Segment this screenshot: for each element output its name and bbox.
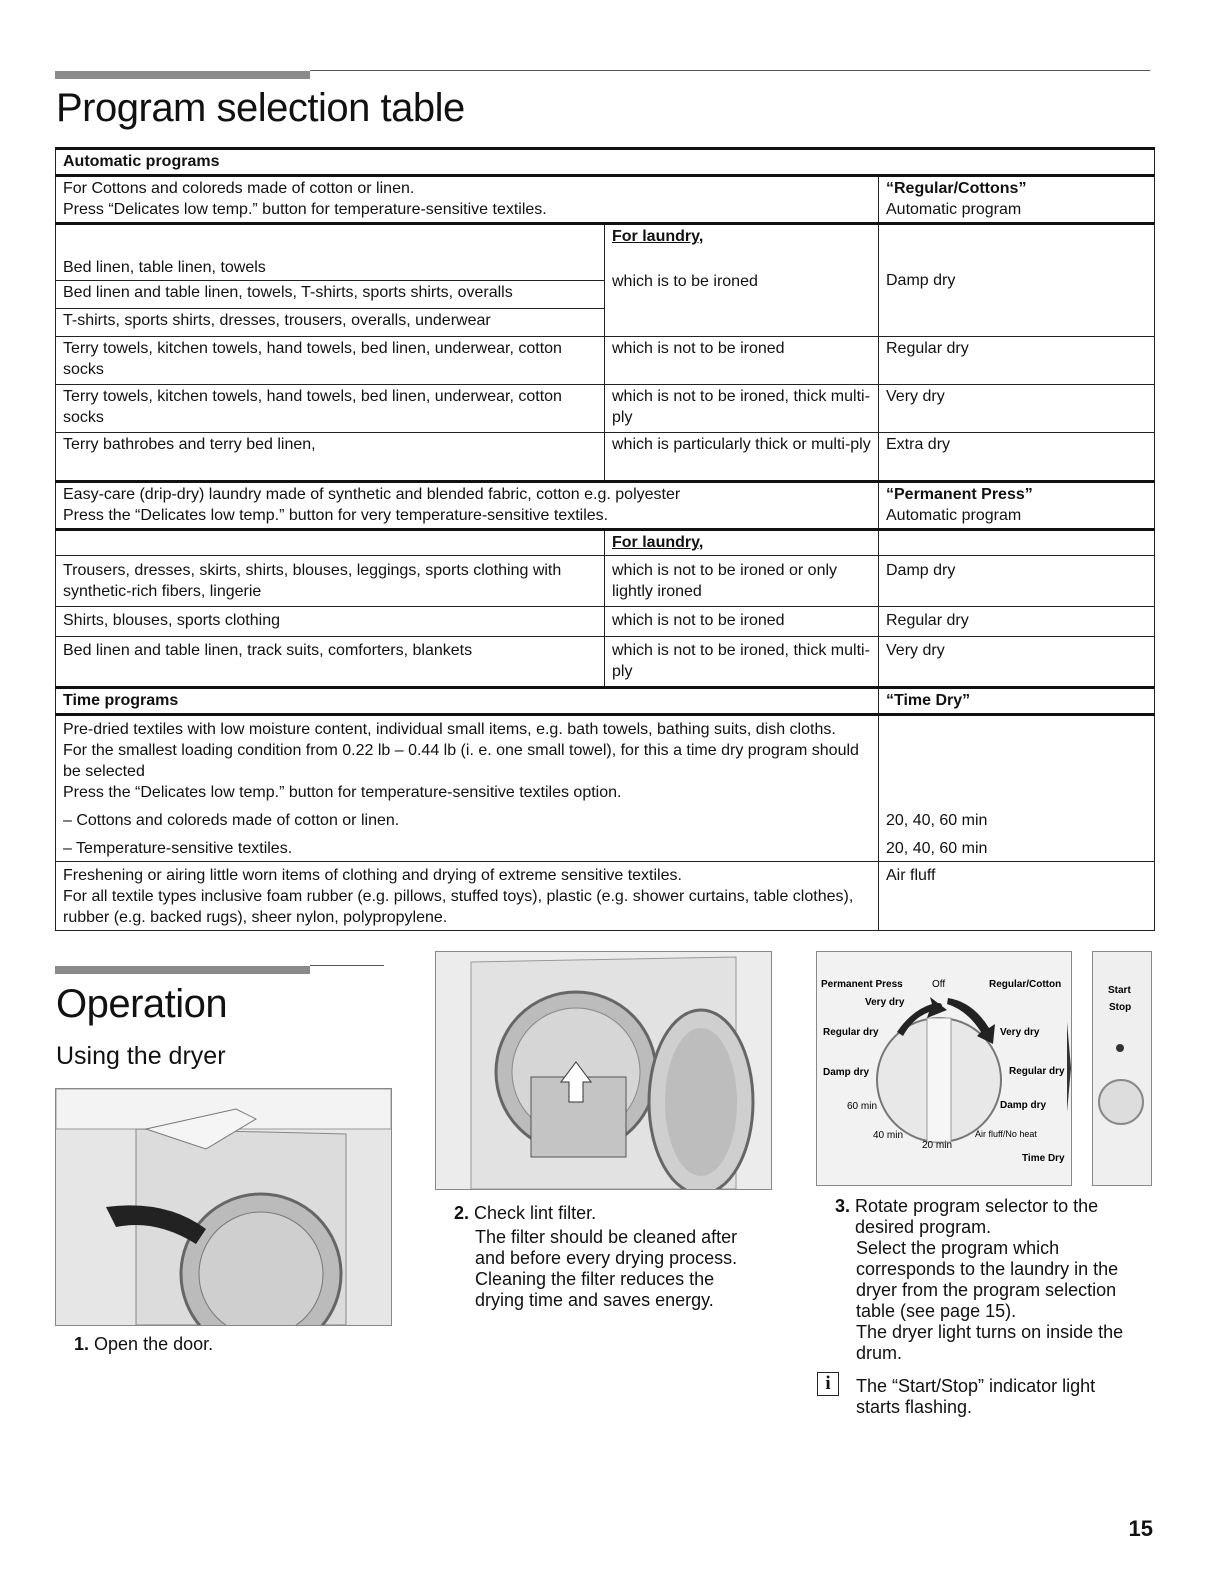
time-programs-header: Time programs xyxy=(56,688,879,715)
dial-label-damp-dry-r: Damp dry xyxy=(1000,1100,1047,1111)
ironed-label: which is to be ironed xyxy=(612,273,758,290)
start-stop-panel[interactable] xyxy=(1092,951,1152,1186)
table-section-header xyxy=(56,149,1155,176)
table-cell: Bed linen and table linen, towels, T-shirts, sports shirts, overalls xyxy=(56,281,605,309)
start-label: Start xyxy=(1108,985,1131,996)
operation-title: Operation xyxy=(56,982,228,1026)
pp-program-sub: Automatic program xyxy=(886,507,1022,524)
dial-label-off: Off xyxy=(932,979,946,990)
cottons-desc-2: Press “Delicates low temp.” button for temperature-sensitive textiles. xyxy=(63,201,547,218)
table-row: Freshening or airing little worn items of clothing and drying of extreme sensitive textiles. For all textile types inclusive foam rubber (e.g. pillows, stuffed toys), plastic (e.g. shower curtains, table clothes), rubber (e.g. backed rugs), sheer nylon, polypropylene. Air fluff xyxy=(56,862,1155,931)
laundry-cell xyxy=(605,224,879,337)
pp-program: “Permanent Press” xyxy=(886,486,1033,503)
table-row: Terry towels, kitchen towels, hand towels, bed linen, underwear, cotton socks which is not to be ironed Regular dry xyxy=(56,337,1155,385)
table-row: Terry bathrobes and terry bed linen, which is particularly thick or multi-ply Extra dry xyxy=(56,433,1155,482)
page-number: 15 xyxy=(1128,1516,1153,1541)
dial-label-very-dry-r: Very dry xyxy=(1000,1027,1040,1038)
table-cell: T-shirts, sports shirts, dresses, trousers, overalls, underwear xyxy=(56,309,605,337)
open-door-illustration xyxy=(55,1088,392,1326)
section-rule xyxy=(310,70,1150,71)
automatic-programs-header: Automatic programs xyxy=(56,149,1155,176)
pp-desc-2: Press the “Delicates low temp.” button for very temperature-sensitive textiles. xyxy=(63,507,609,524)
program-selection-table xyxy=(55,147,1155,931)
dial-label-regular: Regular/Cotton xyxy=(989,979,1062,990)
step-3: 3. Rotate program selector to the desired program. Select the program which corresponds to the laundry in the dryer from the program selection table (see page 15). The dryer light turns on inside the drum. xyxy=(835,1196,1124,1363)
pp-desc-1: Easy-care (drip-dry) laundry made of synthetic and blended fabric, cotton e.g. polyester xyxy=(63,486,681,503)
info-note: The “Start/Stop” indicator light starts flashing. xyxy=(856,1376,1096,1417)
dial-label-perm: Permanent Press xyxy=(821,979,903,990)
cottons-desc-1: For Cottons and coloreds made of cotton or linen. xyxy=(63,180,415,197)
table-cell: Bed linen, table linen, towels xyxy=(56,224,605,281)
stop-label: Stop xyxy=(1109,1002,1132,1013)
lint-filter-illustration xyxy=(435,951,772,1190)
table-section-header xyxy=(56,688,1155,715)
for-laundry-label-2: For laundry, xyxy=(605,530,879,556)
dial-label-20: 20 min xyxy=(922,1140,953,1151)
cottons-program: “Regular/Cottons” xyxy=(886,180,1027,197)
table-row: Pre-dried textiles with low moisture content, individual small items, e.g. bath towels, bathing suits, dish cloths. For the smallest loading condition from 0.22 lb – 0.44 lb (i. e. one small towel), for this a time dry program should be selected Press the “Delicates low temp.” button for temperature-sensitive textiles option. – Cottons and coloreds made of cotton or linen. – Temperature-sensitive textiles. 20, 40, 60 min 20, 40, 60 min xyxy=(56,715,1155,862)
table-row xyxy=(56,530,1155,556)
info-icon: i xyxy=(817,1372,839,1396)
table-row xyxy=(56,482,1155,530)
step-2: 2. Check lint filter. The filter should be cleaned after and before every drying process. Cleaning the filter reduces the drying time and saves energy. xyxy=(454,1203,738,1310)
using-dryer-subtitle: Using the dryer xyxy=(56,1042,226,1070)
program-cell: Damp dry xyxy=(879,224,1155,337)
dial-label-very-dry: Very dry xyxy=(865,997,905,1008)
dial-label-time-dry: Time Dry xyxy=(1022,1153,1065,1164)
section-rule xyxy=(310,965,384,966)
dial-label-regular-dry: Regular dry xyxy=(823,1027,879,1038)
for-laundry-label: For laundry, xyxy=(612,228,704,245)
table-row: Terry towels, kitchen towels, hand towels, bed linen, underwear, cotton socks which is not to be ironed, thick multi-ply Very dry xyxy=(56,385,1155,433)
cottons-program-sub: Automatic program xyxy=(886,201,1022,218)
table-row: Trousers, dresses, skirts, shirts, blouses, leggings, sports clothing with synthetic-rich fibers, lingerie which is not to be ironed or only lightly ironed Damp dry xyxy=(56,556,1155,607)
dial-label-air-fluff: Air fluff/No heat xyxy=(975,1129,1037,1139)
dial-label-regular-dry-r: Regular dry xyxy=(1009,1066,1065,1077)
step-1: 1. Open the door. xyxy=(74,1334,214,1354)
program-dial-illustration xyxy=(816,951,1072,1186)
dial-label-60: 60 min xyxy=(847,1101,878,1112)
section-rule-accent xyxy=(55,966,310,974)
page-title: Program selection table xyxy=(56,86,465,130)
table-row: Bed linen and table linen, track suits, comforters, blankets which is not to be ironed, thick multi-ply Very dry xyxy=(56,637,1155,688)
table-row xyxy=(56,176,1155,224)
table-row xyxy=(56,224,1155,281)
section-rule-accent xyxy=(55,71,310,79)
table-row: Shirts, blouses, sports clothing which is not to be ironed Regular dry xyxy=(56,607,1155,637)
dial-label-damp-dry: Damp dry xyxy=(823,1067,870,1078)
time-dry-program: “Time Dry” xyxy=(879,688,1155,715)
dial-label-40: 40 min xyxy=(873,1130,904,1141)
